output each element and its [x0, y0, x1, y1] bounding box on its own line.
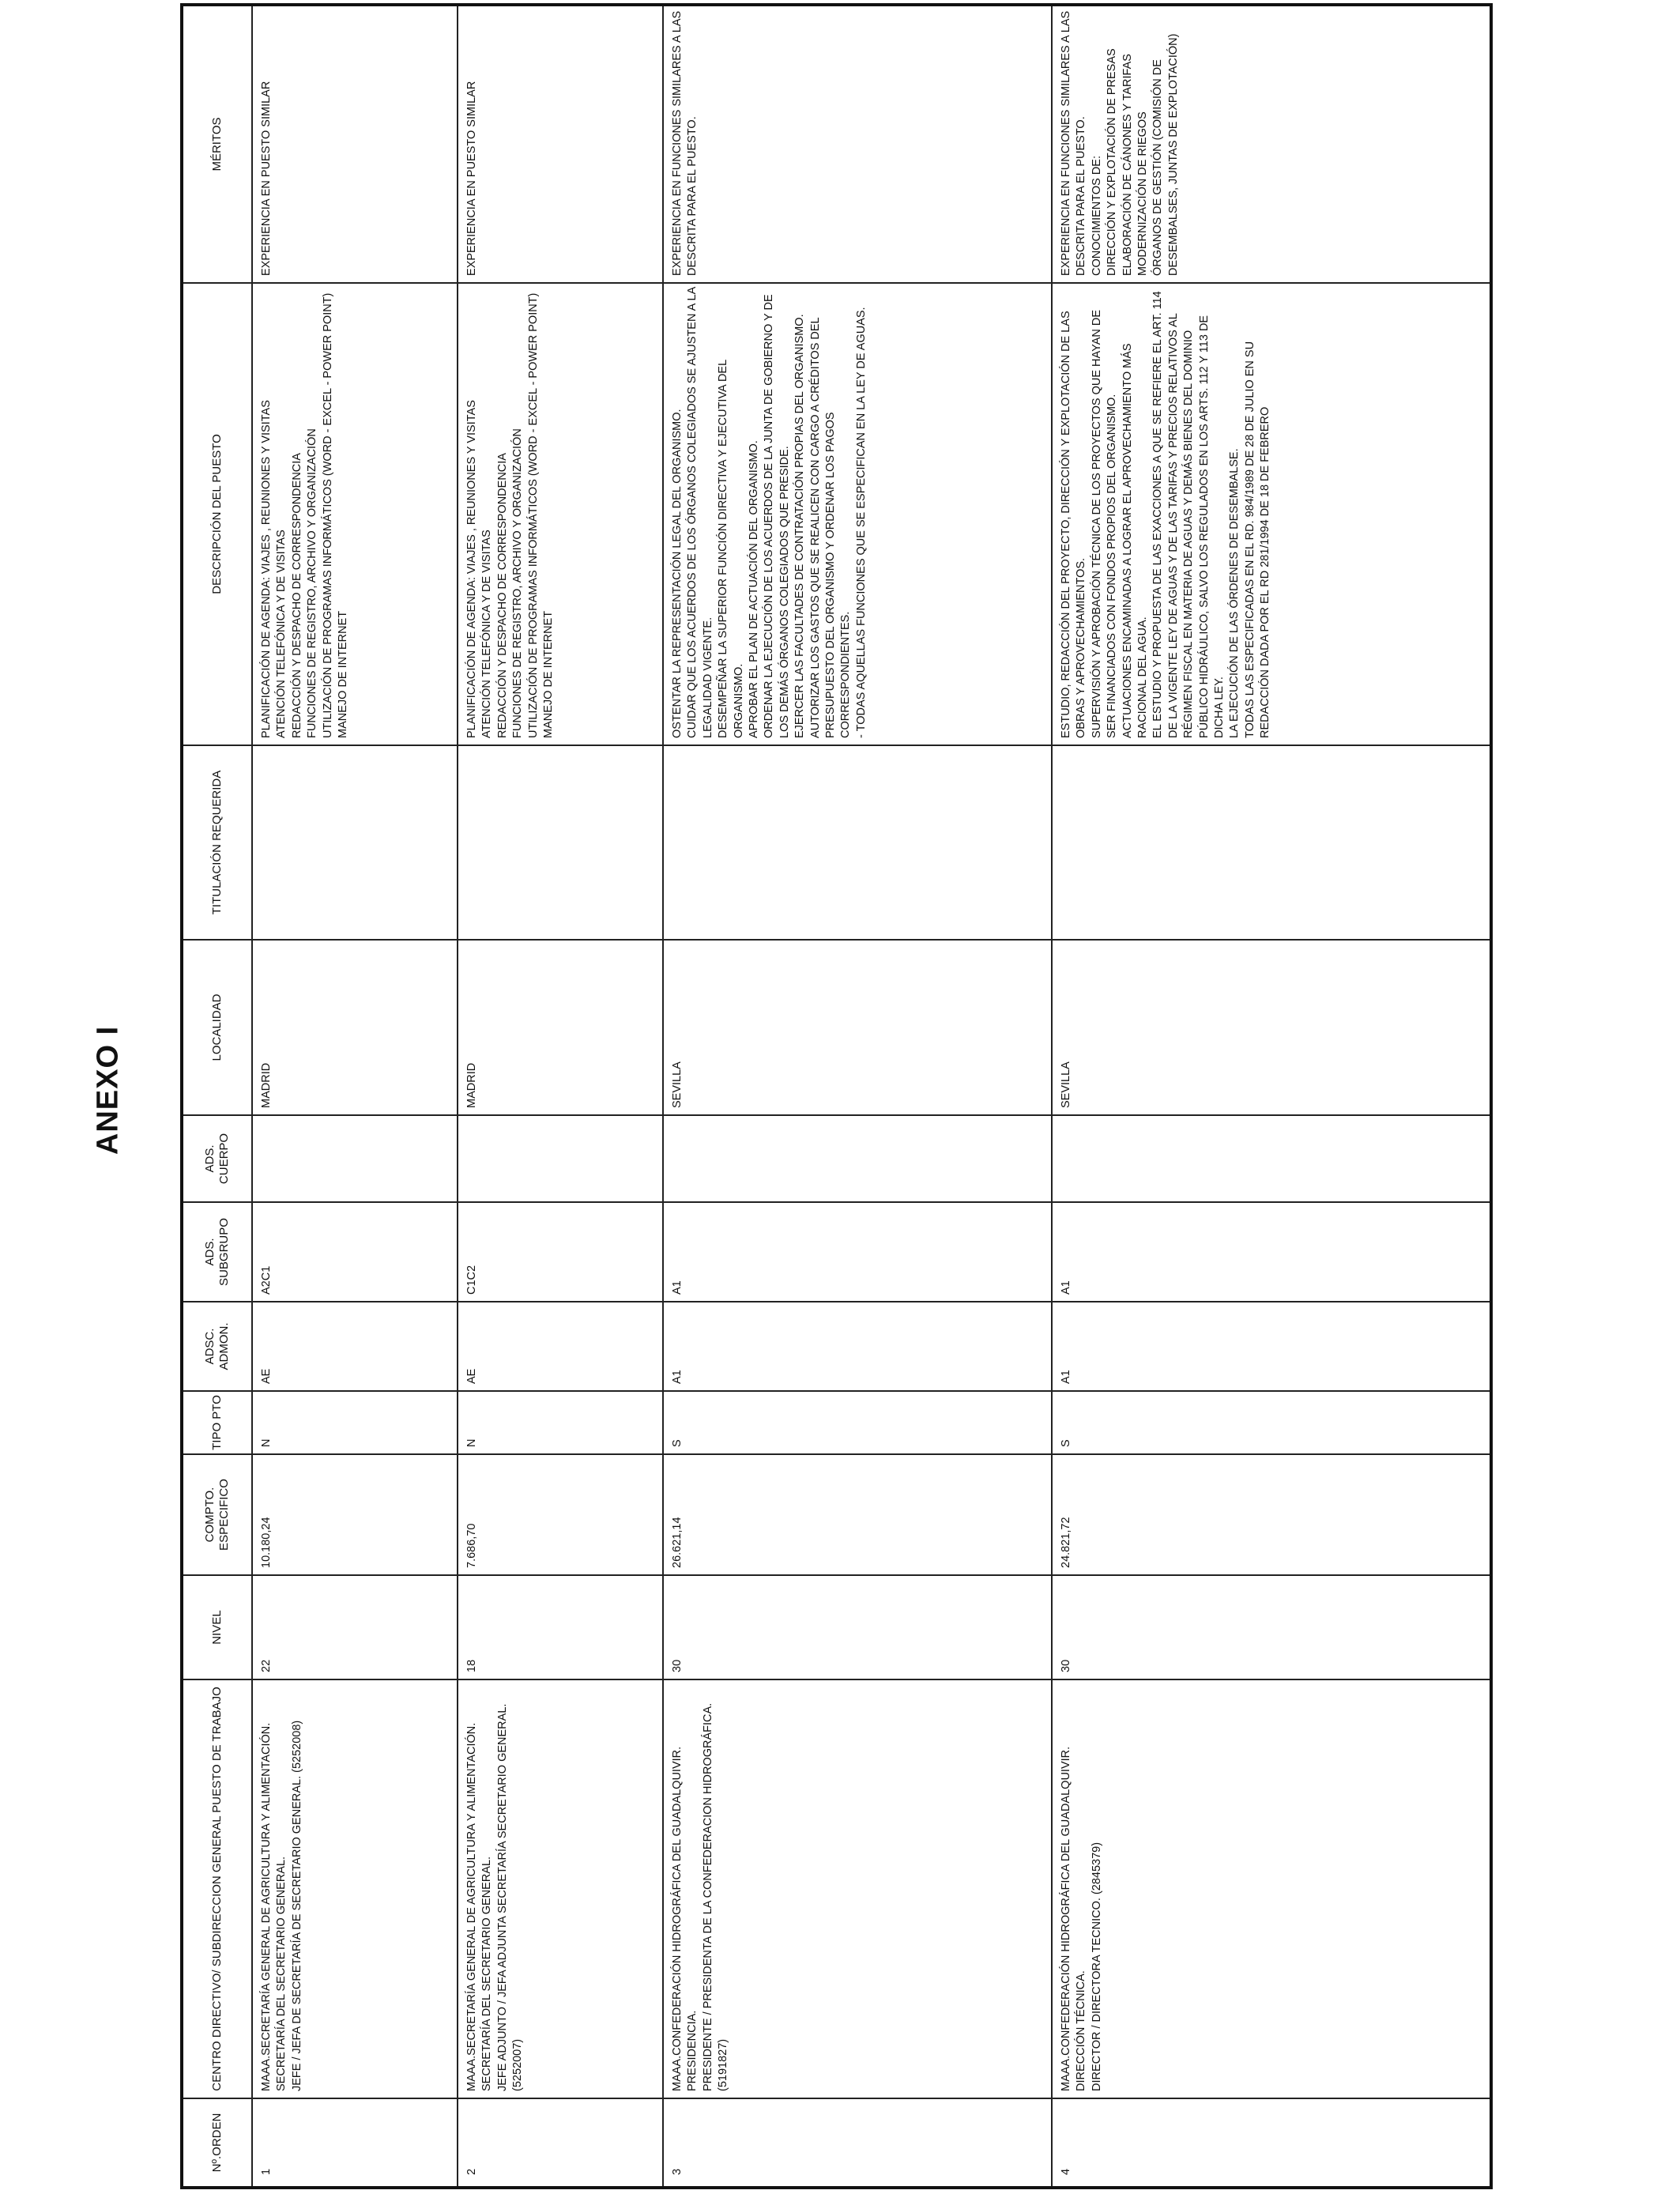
cell-descripcion-line: MANEJO DE INTERNET [542, 610, 556, 738]
cell-centro-line: DIRECTOR / DIRECTORA TECNICO. (2845379) [1090, 1842, 1103, 2091]
cell-compto: 24.821,72 [1052, 1454, 1491, 1575]
cell-meritos [663, 5, 1052, 283]
cell-descripcion-line: TODAS LAS ESPECIFICADAS EN EL RD. 984/1989 DE 28 DE JULIO EN SU REDACCIÓN DADA POR EL RD 281/1994 DE 18 DE FEBRERO [1243, 341, 1272, 738]
cell-descripcion-line: ATENCIÓN TELEFÓNICA Y DE VISITAS [275, 530, 288, 738]
cell-descripcion-line: FUNCIONES DE REGISTRO, ARCHIVO Y ORGANIZACIÓN [511, 428, 525, 738]
cell-cuerpo [663, 1115, 1052, 1202]
annex-table-container [180, 6, 1484, 2189]
cell-descripcion-line: ESTUDIO, REDACCIÓN DEL PROYECTO, DIRECCIÓN Y EXPLOTACIÓN DE LAS OBRAS Y APROVECHAMIENTOS. [1060, 311, 1088, 738]
header-subgrupo-line: SUBGRUPO [217, 1218, 231, 1286]
cell-nivel: 18 [458, 1575, 663, 1679]
cell-descripcion-line: SUPERVISIÓN Y APROBACIÓN TÉCNICA DE LOS PROYECTOS QUE HAYAN DE SER FINANCIADOS CON FONDOS PROPIOS DEL ORGANISMO. [1090, 309, 1119, 738]
cell-centro [458, 1679, 663, 2098]
cell-orden: 4 [1052, 2098, 1491, 2188]
header-meritos [182, 5, 252, 283]
header-nivel [182, 1575, 252, 1679]
cell-adsc: AE [252, 1302, 458, 1391]
header-localidad [182, 940, 252, 1115]
header-centro-line: CENTRO DIRECTIVO/ SUBDIRECCION GENERAL [210, 1815, 224, 2091]
cell-descripcion-line: OSTENTAR LA REPRESENTACIÓN LEGAL DEL ORGANISMO. [671, 409, 684, 738]
cell-centro-line: MAAA.SECRETARÍA GENERAL DE AGRICULTURA Y ALIMENTACIÓN. [260, 1722, 273, 2091]
cell-meritos-line: ÓRGANOS DE GESTIÓN (COMISIÓN DE DESEMBALSES, JUNTAS DE EXPLOTACIÓN) [1151, 33, 1180, 276]
cell-localidad: MADRID [458, 940, 663, 1115]
cell-centro-line: MAAA.CONFEDERACIÓN HIDROGRÁFICA DEL GUADALQUIVIR. [1060, 1746, 1072, 2091]
cell-centro-line: MAAA.CONFEDERACIÓN HIDROGRÁFICA DEL GUADALQUIVIR. [671, 1746, 684, 2091]
header-compto-line: ESPECIFICO [217, 1479, 231, 1551]
cell-tipo: N [458, 1391, 663, 1454]
cell-meritos [458, 5, 663, 283]
cell-centro [663, 1679, 1052, 2098]
cell-adsc: AE [458, 1302, 663, 1391]
header-tipo-line: PTO [210, 1395, 224, 1419]
cell-subgrupo: A2C1 [252, 1202, 458, 1302]
header-descripcion-label: DESCRIPCIÓN DEL PUESTO [210, 434, 224, 594]
cell-descripcion-line: LA EJECUCIÓN DE LAS ÓRDENES DE DESEMBALSE. [1228, 448, 1241, 738]
header-tipo [182, 1391, 252, 1454]
header-cuerpo-line: ADS. [203, 1144, 217, 1173]
cell-descripcion-line: MANEJO DE INTERNET [337, 610, 350, 738]
header-centro [182, 1679, 252, 2098]
cell-localidad: SEVILLA [1052, 940, 1491, 1115]
cell-meritos-line: EXPERIENCIA EN FUNCIONES SIMILARES A LAS DESCRITA PARA EL PUESTO. [1060, 10, 1088, 276]
cell-titulacion [663, 745, 1052, 940]
cell-cuerpo [1052, 1115, 1491, 1202]
header-adsc-line: ADSC. [203, 1328, 217, 1365]
cell-centro-line: DIRECCIÓN TÉCNICA. [1075, 1970, 1088, 2091]
cell-descripcion-line: PLANIFICACIÓN DE AGENDA: VIAJES , REUNIONES Y VISITAS [260, 400, 273, 738]
header-compto-line: COMPTO. [203, 1487, 217, 1543]
cell-orden: 1 [252, 2098, 458, 2188]
cell-centro [252, 1679, 458, 2098]
cell-meritos-line: DIRECCIÓN Y EXPLOTACIÓN DE PRESAS [1106, 48, 1119, 276]
cell-meritos-line: EXPERIENCIA EN PUESTO SIMILAR [465, 81, 478, 276]
cell-descripcion-line: FUNCIONES DE REGISTRO, ARCHIVO Y ORGANIZACIÓN [306, 428, 319, 738]
header-localidad-label: LOCALIDAD [210, 993, 224, 1061]
header-subgrupo [182, 1202, 252, 1302]
header-meritos-label: MÉRITOS [210, 117, 224, 172]
cell-centro-line: MAAA.SECRETARÍA GENERAL DE AGRICULTURA Y ALIMENTACIÓN. [465, 1722, 478, 2091]
cell-nivel: 30 [1052, 1575, 1491, 1679]
cell-descripcion-line: REDACCIÓN Y DESPACHO DE CORRESPONDENCIA [495, 453, 509, 738]
cell-titulacion [458, 745, 663, 940]
cell-tipo: N [252, 1391, 458, 1454]
cell-cuerpo [252, 1115, 458, 1202]
header-titulacion [182, 745, 252, 940]
cell-adsc: A1 [1052, 1302, 1491, 1391]
cell-descripcion-line: REDACCIÓN Y DESPACHO DE CORRESPONDENCIA [290, 453, 303, 738]
cell-meritos-line: EXPERIENCIA EN PUESTO SIMILAR [260, 81, 273, 276]
cell-centro-line: SECRETARÍA DEL SECRETARIO GENERAL. [275, 1856, 288, 2091]
cell-meritos-line: EXPERIENCIA EN FUNCIONES SIMILARES A LAS DESCRITA PARA EL PUESTO. [671, 10, 699, 276]
cell-centro-line: JEFE ADJUNTO / JEFA ADJUNTA SECRETARÍA SECRETARIO GENERAL. (5252007) [495, 1703, 525, 2091]
table-row [1052, 5, 1491, 2188]
cell-descripcion-line: APROBAR EL PLAN DE ACTUACIÓN DEL ORGANISMO. [748, 440, 761, 738]
header-adsc-line: ADMON. [217, 1322, 231, 1370]
cell-descripcion-line: - TODAS AQUELLAS FUNCIONES QUE SE ESPECIFICAN EN LA LEY DE AGUAS. [854, 307, 868, 738]
header-compto [182, 1454, 252, 1575]
cell-subgrupo: C1C2 [458, 1202, 663, 1302]
cell-meritos-line: ELABORACIÓN DE CÁNONES Y TARIFAS [1121, 54, 1134, 276]
cell-titulacion [252, 745, 458, 940]
cell-descripcion-line: ORDENAR LA EJECUCIÓN DE LOS ACUERDOS DE LA JUNTA DE GOBIERNO Y DE LOS DEMÁS ÓRGANOS COLEGIADOS QUE PRESIDE. [763, 294, 791, 738]
cell-descripcion [458, 283, 663, 745]
page-title: ANEXO I [91, 1025, 125, 1155]
cell-centro-line: PRESIDENTE / PRESIDENTA DE LA CONFEDERACION HIDROGRÁFICA. (5191827) [701, 1702, 730, 2091]
header-tipo-line: TIPO [210, 1422, 224, 1450]
cell-subgrupo: A1 [663, 1202, 1052, 1302]
cell-cuerpo [458, 1115, 663, 1202]
cell-tipo: S [1052, 1391, 1491, 1454]
header-cuerpo-line: CUERPO [217, 1133, 231, 1185]
cell-meritos-line: MODERNIZACIÓN DE RIEGOS [1136, 111, 1150, 276]
cell-descripcion-line: PLANIFICACIÓN DE AGENDA: VIAJES , REUNIONES Y VISITAS [465, 400, 478, 738]
header-nivel-label: NIVEL [210, 1610, 224, 1645]
table-row [252, 5, 458, 2188]
cell-descripcion [1052, 283, 1491, 745]
cell-subgrupo: A1 [1052, 1202, 1491, 1302]
header-subgrupo-line: ADS. [203, 1238, 217, 1266]
cell-descripcion [663, 283, 1052, 745]
header-adsc [182, 1302, 252, 1391]
header-cuerpo [182, 1115, 252, 1202]
table-row [458, 5, 663, 2188]
annex-table [180, 3, 1493, 2189]
cell-compto: 10.180,24 [252, 1454, 458, 1575]
header-orden [182, 2098, 252, 2188]
cell-centro-line: SECRETARÍA DEL SECRETARIO GENERAL. [480, 1856, 494, 2091]
cell-descripcion-line: UTILIZACIÓN DE PROGRAMAS INFORMÁTICOS (WORD - EXCEL - POWER POINT) [321, 292, 334, 738]
cell-descripcion-line: DESEMPEÑAR LA SUPERIOR FUNCIÓN DIRECTIVA Y EJECUTIVA DEL ORGANISMO. [717, 360, 745, 738]
header-descripcion [182, 283, 252, 745]
cell-titulacion [1052, 745, 1491, 940]
cell-descripcion-line: EL ESTUDIO Y PROPUESTA DE LAS EXACCIONES A QUE SE REFIERE EL ART. 114 DE LA VIGENTE LEY DE AGUAS Y DE LAS TARIFAS Y PRECIOS RELATIVOS AL RÉGIMEN FISCAL EN MATERIA DE AGUAS Y DEMÁS BIENES DEL DOMINIO PÚBLICO HIDRÁULICO, SALVO LOS REGULADOS EN LOS ARTS. 112 Y 113 DE DICHA LEY. [1151, 291, 1226, 738]
cell-tipo: S [663, 1391, 1052, 1454]
cell-compto: 7.686,70 [458, 1454, 663, 1575]
cell-descripcion-line: EJERCER LAS FACULTADES DE CONTRATACIÓN PROPIAS DEL ORGANISMO. [793, 314, 807, 738]
table-header-row [182, 5, 252, 2188]
table-row [663, 5, 1052, 2188]
header-orden-label: Nº.ORDEN [210, 2113, 224, 2173]
cell-orden: 2 [458, 2098, 663, 2188]
cell-adsc: A1 [663, 1302, 1052, 1391]
header-titulacion-label: TITULACIÓN REQUERIDA [210, 770, 224, 915]
cell-compto: 26.621,14 [663, 1454, 1052, 1575]
cell-meritos [1052, 5, 1491, 283]
cell-descripcion-line: ACTUACIONES ENCAMINADAS A LOGRAR EL APROVECHAMIENTO MÁS RACIONAL DEL AGUA. [1121, 343, 1150, 738]
cell-localidad: MADRID [252, 940, 458, 1115]
cell-meritos [252, 5, 458, 283]
cell-centro [1052, 1679, 1491, 2098]
cell-centro-line: PRESIDENCIA. [686, 2010, 699, 2091]
cell-nivel: 30 [663, 1575, 1052, 1679]
cell-descripcion-line: AUTORIZAR LOS GASTOS QUE SE REALICEN CON CARGO A CRÉDITOS DEL PRESUPUESTO DEL ORGANISMO Y ORDENAR LOS PAGOS CORRESPONDIENTES. [808, 317, 853, 738]
cell-centro-line: JEFE / JEFA DE SECRETARÍA DE SECRETARIO GENERAL. (5252008) [290, 1720, 303, 2091]
cell-descripcion [252, 283, 458, 745]
cell-descripcion-line: CUIDAR QUE LOS ACUERDOS DE LOS ÓRGANOS COLEGIADOS SE AJUSTEN A LA LEGALIDAD VIGENTE. [686, 287, 714, 738]
cell-localidad: SEVILLA [663, 940, 1052, 1115]
header-centro-line: PUESTO DE TRABAJO [210, 1687, 224, 1813]
cell-descripcion-line: ATENCIÓN TELEFÓNICA Y DE VISITAS [480, 530, 494, 738]
cell-meritos-line: CONOCIMIENTOS DE: [1090, 156, 1103, 276]
cell-orden: 3 [663, 2098, 1052, 2188]
cell-nivel: 22 [252, 1575, 458, 1679]
cell-descripcion-line: UTILIZACIÓN DE PROGRAMAS INFORMÁTICOS (WORD - EXCEL - POWER POINT) [526, 292, 540, 738]
